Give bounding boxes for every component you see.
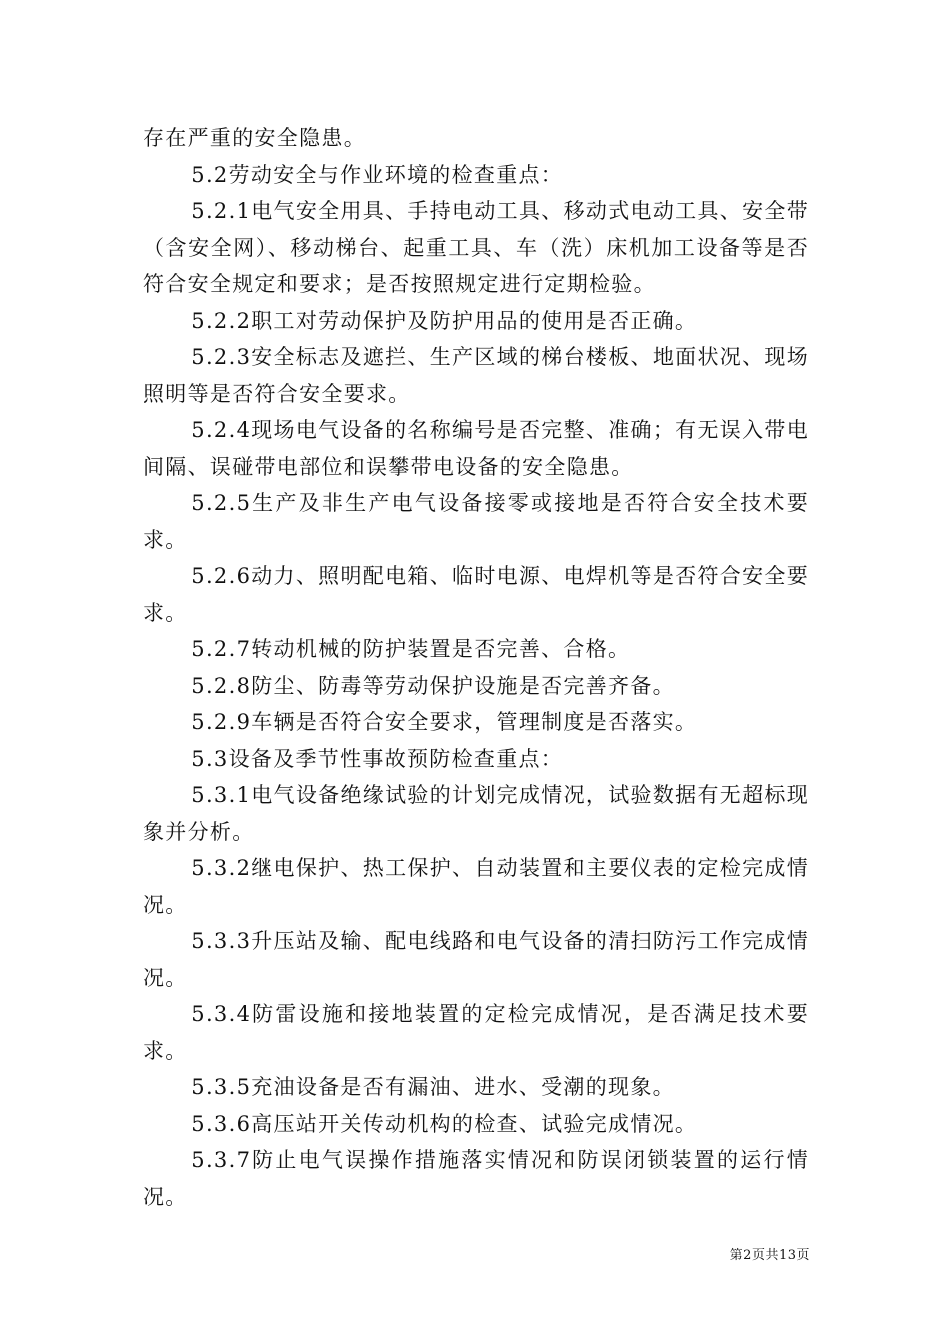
paragraph: 5.3.6高压站开关传动机构的检查、试验完成情况。 [191, 1111, 698, 1136]
section-heading: 5.2劳动安全与作业环境的检查重点： [191, 162, 564, 187]
paragraph: 5.2.3安全标志及遮拦、生产区域的梯台楼板、地面状况、现场照明等是否符合安全要求。 [143, 345, 809, 406]
paragraph: 5.2.8防尘、防毒等劳动保护设施是否完善齐备。 [191, 673, 675, 698]
paragraph: 5.3.1电气设备绝缘试验的计划完成情况，试验数据有无超标现象并分析。 [143, 783, 809, 844]
paragraph: 5.2.4现场电气设备的名称编号是否完整、准确；有无误入带电间隔、误碰带电部位和误攀带电设备的安全隐患。 [143, 418, 809, 479]
paragraph: 5.3.3升压站及输、配电线路和电气设备的清扫防污工作完成情况。 [143, 929, 809, 990]
section-heading: 5.3设备及季节性事故预防检查重点： [191, 746, 564, 771]
paragraph: 存在严重的安全隐患。 [143, 126, 366, 150]
paragraph: 5.3.5充油设备是否有漏油、进水、受潮的现象。 [191, 1075, 675, 1099]
paragraph: 5.2.7转动机械的防护装置是否完善、合格。 [191, 637, 631, 661]
paragraph: 5.3.7防止电气误操作措施落实情况和防误闭锁装置的运行情况。 [143, 1148, 809, 1209]
paragraph: 5.2.2职工对劳动保护及防护用品的使用是否正确。 [191, 308, 698, 333]
paragraph: 5.2.9车辆是否符合安全要求，管理制度是否落实。 [191, 710, 698, 734]
paragraph: 5.2.6动力、照明配电箱、临时电源、电焊机等是否符合安全要求。 [143, 564, 809, 625]
paragraph: 5.3.2继电保护、热工保护、自动装置和主要仪表的定检完成情况。 [143, 856, 809, 917]
paragraph: 5.3.4防雷设施和接地装置的定检完成情况，是否满足技术要求。 [143, 1002, 809, 1063]
document-body [143, 120, 809, 1215]
page-number: 第2页共13页 [729, 1248, 810, 1263]
paragraph: 5.2.1电气安全用具、手持电动工具、移动式电动工具、安全带（含安全网）、移动梯台、起重工具、车（洗）床机加工设备等是否符合安全规定和要求；是否按照规定进行定期检验。 [143, 199, 809, 296]
paragraph: 5.2.5生产及非生产电气设备接零或接地是否符合安全技术要求。 [143, 491, 809, 552]
